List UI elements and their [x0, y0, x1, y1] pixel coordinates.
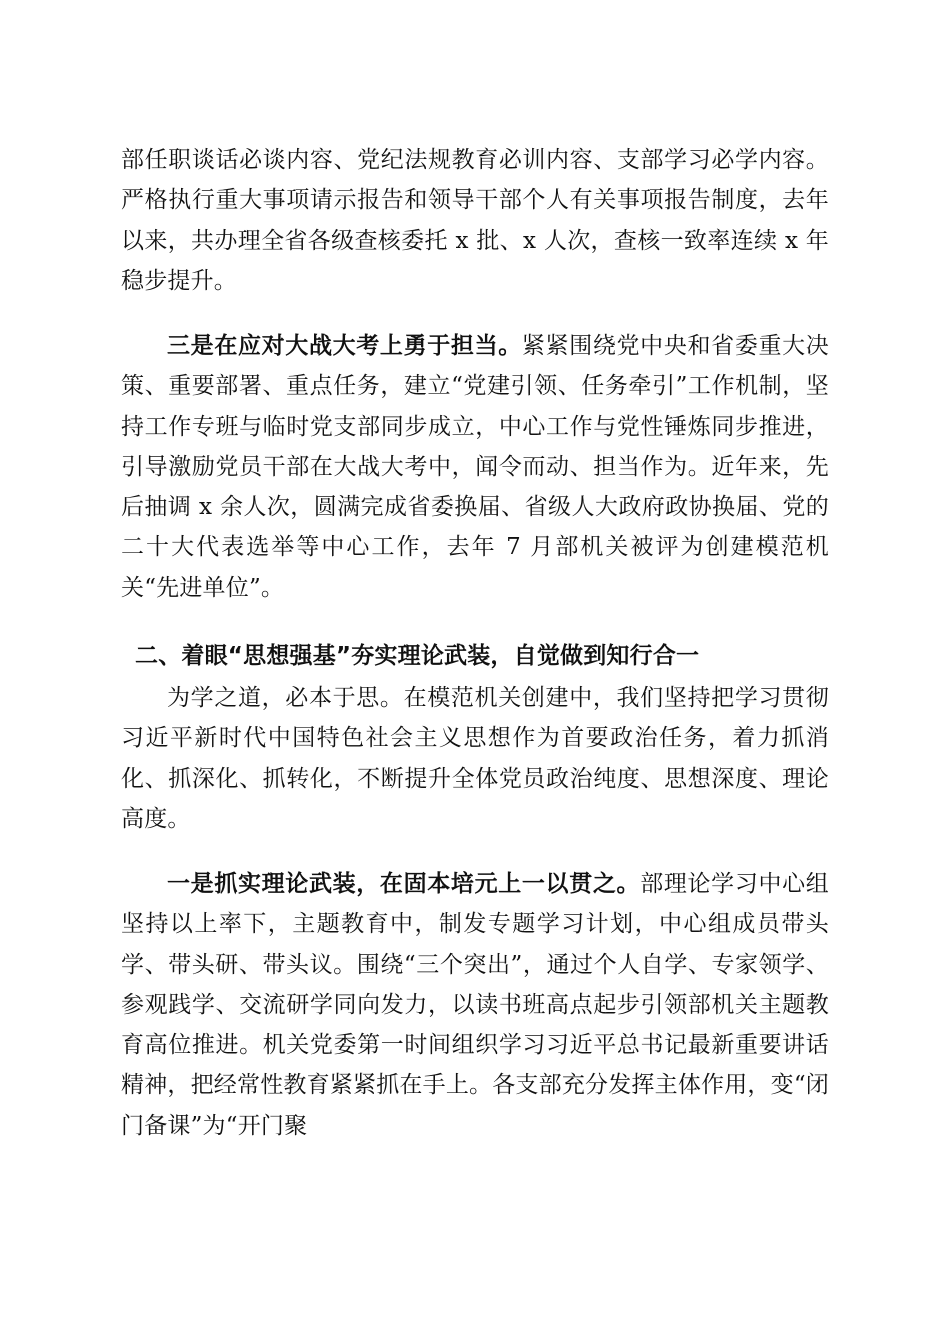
- paragraph-body: 部任职谈话必谈内容、党纪法规教育必训内容、支部学习必学内容。严格执行重大事项请示报告和领导干部个人有关事项报告制度，去年以来，共办理全省各级查核委托 x 批、x 人次，查核一致率连续 x 年稳步提升。: [121, 147, 829, 294]
- paragraph-point-one: [121, 864, 829, 1146]
- paragraph-body: 为学之道，必本于思。在模范机关创建中，我们坚持把学习贯彻习近平新时代中国特色社会主义思想作为首要政治任务，着力抓消化、抓深化、抓转化，不断提升全体党员政治纯度、思想深度、理论高度。: [121, 685, 829, 832]
- continuation-paragraph-block: [121, 140, 829, 301]
- paragraph-body: 紧紧围绕党中央和省委重大决策、重要部署、重点任务，建立“党建引领、任务牵引”工作机制，坚持工作专班与临时党支部同步成立，中心工作与党性锤炼同步推进，引导激励党员干部在大战大考中，闻令而动、担当作为。近年来，先后抽调 x 余人次，圆满完成省委换届、省级人大政府政协换届、党的二十大代表选举等中心工作，去年 7 月部机关被评为创建模范机关“先进单位”。: [121, 333, 829, 601]
- paragraph-section-intro: [121, 678, 829, 839]
- section-intro-block: [121, 678, 829, 839]
- paragraph-body: 部理论学习中心组坚持以上率下，主题教育中，制发专题学习计划，中心组成员带头学、带头研、带头议。围绕“三个突出”，通过个人自学、专家领学、参观践学、交流研学同向发力，以读书班高点起步引领部机关主题教育高位推进。机关党委第一时间组织学习习近平总书记最新重要讲话精神，把经常性教育紧紧抓在手上。各支部充分发挥主体作用，变“闭门备课”为“开门聚: [121, 871, 829, 1139]
- paragraph-lead: 一是抓实理论武装，在固本培元上一以贯之。: [167, 870, 641, 897]
- point-three-paragraph-block: [121, 326, 829, 608]
- paragraph-lead: 三是在应对大战大考上勇于担当。: [167, 332, 522, 359]
- paragraph-continuation: [121, 140, 829, 301]
- point-one-paragraph-block: [121, 864, 829, 1146]
- paragraph-point-three: [121, 326, 829, 608]
- section-heading: 二、着眼“思想强基”夯实理论武装，自觉做到知行合一: [135, 643, 700, 669]
- section-heading-block: [121, 636, 829, 676]
